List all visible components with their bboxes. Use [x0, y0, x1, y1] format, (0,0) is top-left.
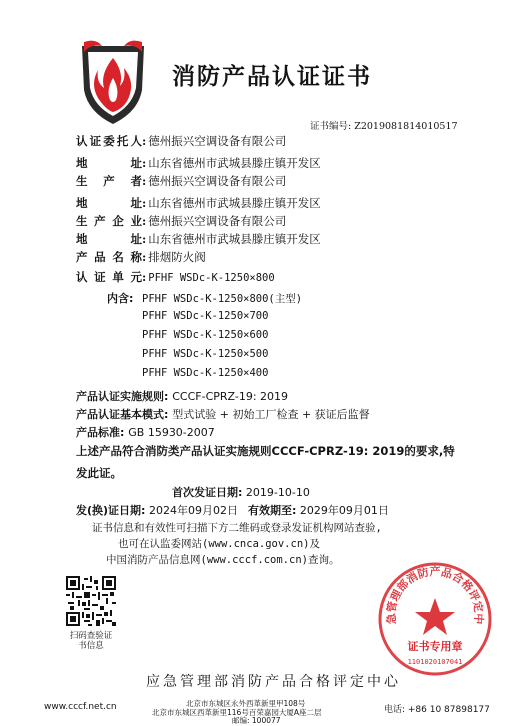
footer-postcode: 邮编: 100077 [232, 716, 281, 725]
qr-code-icon [66, 576, 116, 626]
qr-code[interactable] [66, 576, 116, 626]
footer-address: 北京市东城区西革新里116号百荣嘉园大厦A座二层 [152, 708, 322, 717]
certification-mode: 产品认证基本模式: 型式试验 + 初始工厂检查 + 获证后监督 [76, 408, 370, 421]
verification-note: 也可在认监委网站(www.cnca.gov.cn)及 [118, 538, 320, 550]
model-item: PFHF WSDc-K-1250×600 [142, 329, 269, 341]
issue-date: 发(换)证日期: 2024年09月02日 [76, 504, 238, 517]
field-manufacturer: 生产企业: 德州振兴空调设备有限公司 [76, 214, 287, 228]
field-address: 地址: 山东省德州市武城县滕庄镇开发区 [76, 232, 321, 246]
field-certification-unit: 认证单元: PFHF WSDc-K-1250×800 [76, 270, 275, 284]
certificate-number: 证书编号: Z2019081814010517 [310, 121, 458, 132]
verification-note: 证书信息和有效性可扫描下方二维码或登录发证机构网站查验, [92, 522, 382, 534]
valid-until: 有效期至: 2029年09月01日 [248, 504, 389, 517]
field-producer: 生产者: 德州振兴空调设备有限公司 [76, 174, 287, 188]
verification-note: 中国消防产品信息网(www.cccf.com.cn)查询。 [106, 554, 340, 566]
certification-statement: 上述产品符合消防类产品认证实施规则CCCF-CPRZ-19: 2019的要求,特发此证。 [76, 444, 455, 480]
footer-website: www.cccf.net.cn [44, 702, 117, 712]
footer-address: 北京市东城区永外西革新里甲108号 [186, 699, 306, 708]
field-address: 地址: 山东省德州市武城县滕庄镇开发区 [76, 156, 321, 170]
field-address: 地址: 山东省德州市武城县滕庄镇开发区 [76, 196, 321, 210]
seal-stamp-icon [376, 560, 494, 678]
svg-text:证书专用章: 证书专用章 [407, 640, 463, 653]
includes-label: 内含: [107, 292, 134, 305]
first-issue-date: 首次发证日期: 2019-10-10 [172, 486, 310, 499]
model-item: PFHF WSDc-K-1250×400 [142, 367, 269, 379]
official-seal [376, 560, 494, 678]
implementation-rule: 产品认证实施规则: CCCF-CPRZ-19: 2019 [76, 390, 289, 403]
footer-phone: 电话: +86 10 87898177 [384, 705, 490, 715]
issuing-authority: 应急管理部消防产品合格评定中心 [146, 674, 401, 690]
flame-shield-icon [76, 38, 150, 126]
svg-text:1101020107041: 1101020107041 [407, 658, 463, 666]
svg-text:应急管理部消防产品合格评定中心: 急管理部消防产品合格评定中 [384, 565, 486, 625]
certificate-title: 消防产品认证证书 [172, 64, 372, 90]
field-product-name: 产品名称: 排烟防火阀 [76, 250, 206, 264]
qr-caption: 扫码查验证书信息 [69, 631, 113, 651]
model-item: PFHF WSDc-K-1250×500 [142, 348, 269, 360]
product-standard: 产品标准: GB 15930-2007 [76, 426, 215, 439]
field-entrusting-party: 认证委托人: 德州振兴空调设备有限公司 [76, 134, 287, 148]
model-item: PFHF WSDc-K-1250×800(主型) [142, 293, 303, 305]
cccf-logo [76, 38, 150, 126]
model-item: PFHF WSDc-K-1250×700 [142, 310, 269, 322]
